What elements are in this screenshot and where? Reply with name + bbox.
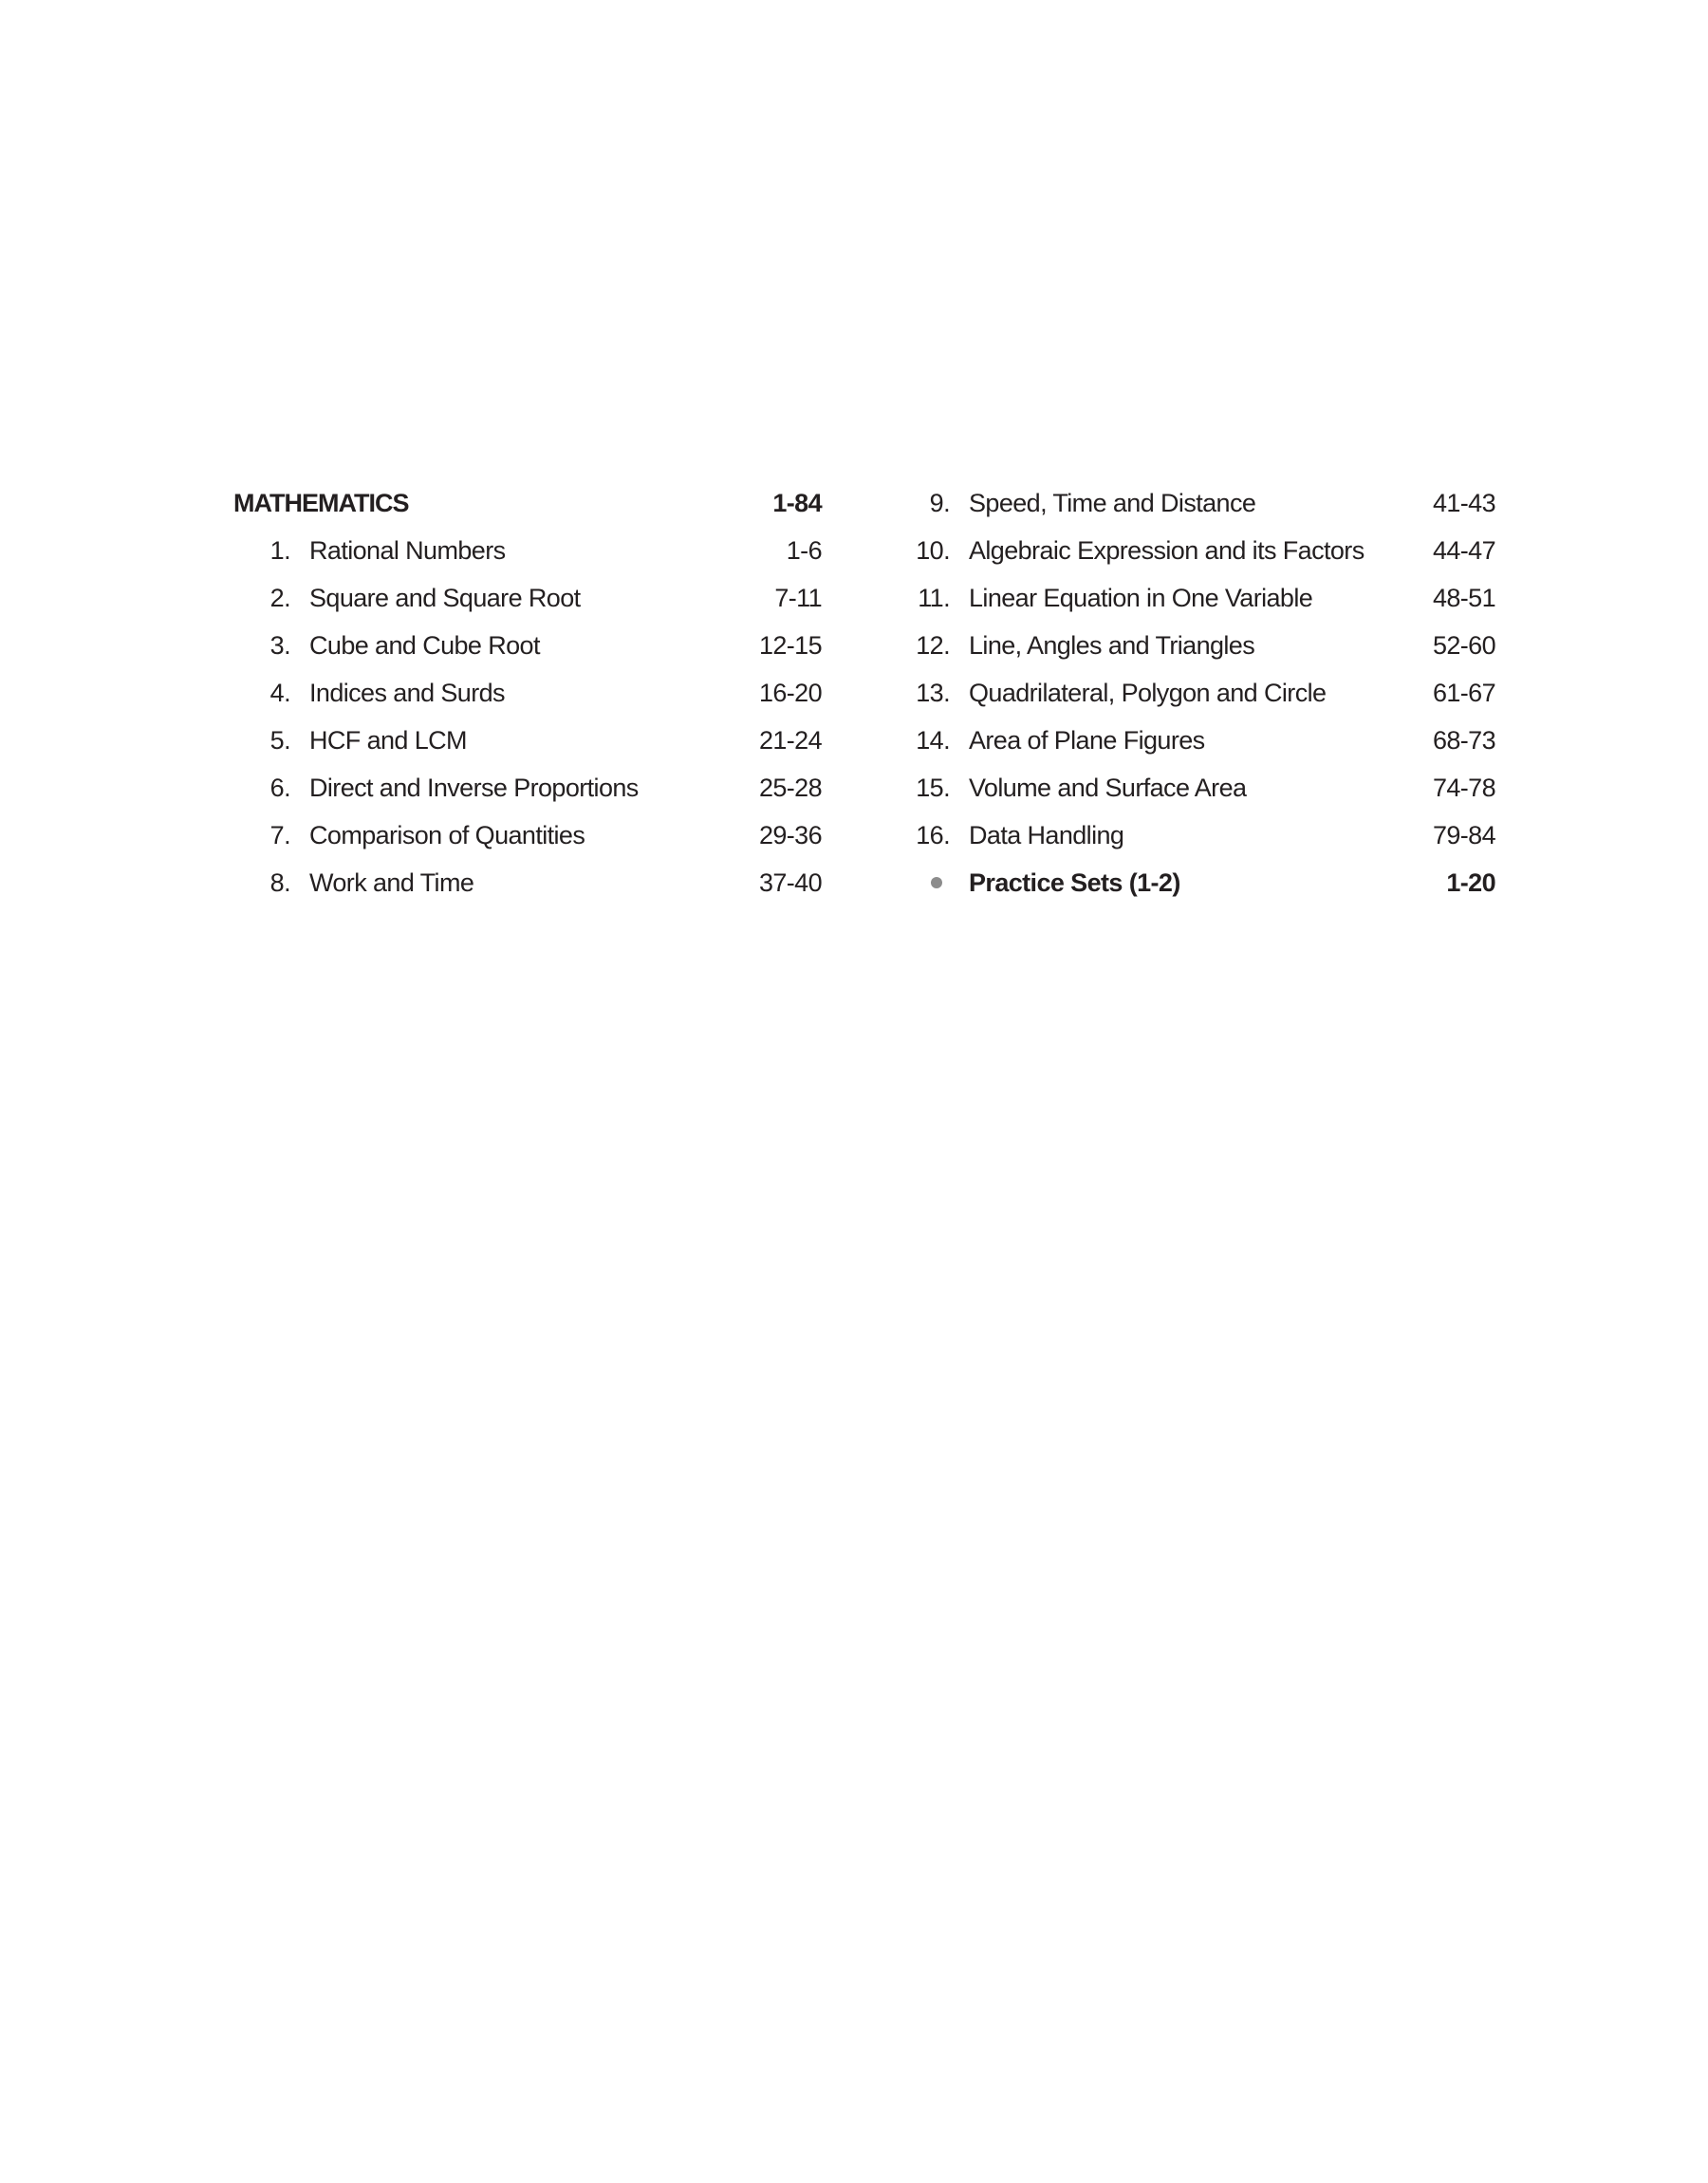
entry-title: Line, Angles and Triangles — [969, 631, 1255, 660]
entry-number: 8. — [269, 868, 290, 897]
section-title: MATHEMATICS — [233, 489, 409, 517]
entry-number: 15. — [916, 774, 950, 802]
entry-pages: 25-28 — [758, 774, 822, 802]
toc-entry[interactable] — [233, 812, 822, 859]
entry-number: 1. — [269, 536, 290, 565]
bullet-icon — [931, 877, 942, 888]
entry-title: Area of Plane Figures — [969, 726, 1205, 755]
entry-pages: 52-60 — [1432, 631, 1495, 660]
entry-number: 9. — [929, 489, 950, 517]
entry-number: 12. — [916, 631, 950, 660]
entry-title: Algebraic Expression and its Factors — [969, 536, 1365, 565]
toc-entry[interactable] — [233, 622, 822, 669]
entry-number: 3. — [269, 631, 290, 660]
entry-title: Quadrilateral, Polygon and Circle — [969, 679, 1327, 707]
entry-pages: 37-40 — [758, 868, 822, 897]
entry-number: 6. — [269, 774, 290, 802]
entry-number: 13. — [916, 679, 950, 707]
entry-title: Indices and Surds — [309, 679, 505, 707]
section-pages: 1-84 — [772, 489, 822, 517]
entry-pages: 12-15 — [758, 631, 822, 660]
entry-title: Speed, Time and Distance — [969, 489, 1256, 517]
toc-entry[interactable] — [902, 764, 1495, 812]
toc-entry[interactable] — [233, 859, 822, 906]
entry-title: Comparison of Quantities — [309, 821, 585, 849]
entry-number: 10. — [916, 536, 950, 565]
entry-pages: 44-47 — [1432, 536, 1495, 565]
entry-pages: 29-36 — [758, 821, 822, 849]
toc-entry-practice-sets[interactable] — [902, 859, 1495, 906]
toc-entry[interactable] — [233, 527, 822, 574]
toc-entry[interactable] — [233, 717, 822, 764]
entry-title: Work and Time — [309, 868, 474, 897]
toc-entry[interactable] — [233, 669, 822, 717]
toc-entry[interactable] — [233, 764, 822, 812]
toc-entry[interactable] — [902, 527, 1495, 574]
entry-title: Data Handling — [969, 821, 1124, 849]
entry-title: Rational Numbers — [309, 536, 506, 565]
toc-entry[interactable] — [902, 622, 1495, 669]
entry-number: 16. — [916, 821, 950, 849]
entry-number: 4. — [269, 679, 290, 707]
toc-entry[interactable] — [902, 574, 1495, 622]
entry-pages: 16-20 — [758, 679, 822, 707]
toc-section-header — [233, 479, 822, 527]
entry-number: 5. — [269, 726, 290, 755]
entry-pages: 7-11 — [774, 584, 822, 612]
entry-pages: 79-84 — [1432, 821, 1495, 849]
toc-right-column — [902, 479, 1495, 906]
entry-title: Cube and Cube Root — [309, 631, 540, 660]
entry-pages: 21-24 — [758, 726, 822, 755]
entry-pages: 1-20 — [1446, 868, 1495, 897]
entry-pages: 61-67 — [1432, 679, 1495, 707]
entry-title: Linear Equation in One Variable — [969, 584, 1313, 612]
entry-pages: 41-43 — [1432, 489, 1495, 517]
table-of-contents — [233, 479, 1495, 925]
entry-number: 2. — [269, 584, 290, 612]
entry-title: Volume and Surface Area — [969, 774, 1247, 802]
entry-title: HCF and LCM — [309, 726, 467, 755]
toc-left-column — [233, 479, 822, 906]
entry-pages: 68-73 — [1432, 726, 1495, 755]
entry-title: Practice Sets (1-2) — [969, 868, 1180, 897]
entry-pages: 1-6 — [786, 536, 822, 565]
toc-entry[interactable] — [233, 574, 822, 622]
toc-entry[interactable] — [902, 717, 1495, 764]
toc-entry[interactable] — [902, 669, 1495, 717]
entry-title: Square and Square Root — [309, 584, 581, 612]
toc-entry[interactable] — [902, 479, 1495, 527]
toc-entry[interactable] — [902, 812, 1495, 859]
entry-title: Direct and Inverse Proportions — [309, 774, 639, 802]
entry-number: 7. — [269, 821, 290, 849]
entry-pages: 48-51 — [1432, 584, 1495, 612]
entry-pages: 74-78 — [1432, 774, 1495, 802]
entry-number: 14. — [916, 726, 950, 755]
entry-number: 11. — [918, 584, 950, 612]
